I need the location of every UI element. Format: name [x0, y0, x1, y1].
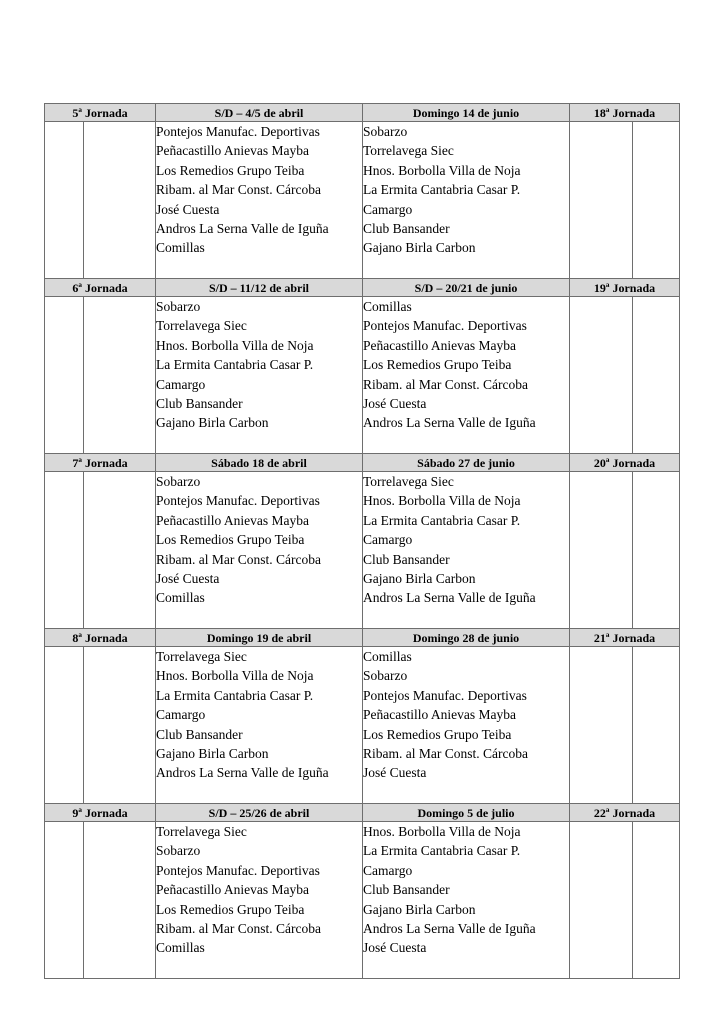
- right-date-header: Domingo 14 de junio: [363, 104, 570, 122]
- team-line: Comillas: [363, 299, 412, 314]
- team-line: Sobarzo: [363, 668, 408, 684]
- right-jornada-label: 22ª Jornada: [570, 804, 680, 822]
- jornada-header-row: [45, 629, 680, 647]
- schedule-table: [44, 103, 680, 979]
- team-line: Andros La Serna Valle de Iguña: [363, 590, 536, 606]
- team-line: La Ermita Cantabria Casar P.: [363, 182, 521, 198]
- team-line: Los Remedios Grupo Teiba: [156, 162, 305, 178]
- team-line: Torrelavega Siec: [363, 143, 454, 159]
- empty-cell: [570, 647, 633, 804]
- team-line: Andros La Serna Valle de Iguña: [363, 415, 536, 431]
- left-date-header: S/D – 11/12 de abril: [156, 279, 363, 297]
- jornada-body-row: [45, 647, 680, 804]
- team-line: Andros La Serna Valle de Iguña: [156, 221, 329, 237]
- team-line: José Cuesta: [156, 571, 220, 587]
- team-line: Ribam. al Mar Const. Cárcoba: [156, 551, 321, 567]
- team-line: Comillas: [156, 240, 205, 256]
- team-line: Comillas: [156, 940, 205, 956]
- empty-cell: [633, 472, 680, 629]
- team-line: Pontejos Manufac. Deportivas: [363, 687, 527, 703]
- right-team-list: [363, 472, 570, 629]
- team-line: Torrelavega Siec: [363, 474, 454, 489]
- team-line: Sobarzo: [156, 299, 201, 314]
- team-line: Ribam. al Mar Const. Cárcoba: [363, 746, 528, 762]
- team-line: Peñacastillo Anievas Mayba: [156, 512, 309, 528]
- jornada-header-row: [45, 104, 680, 122]
- empty-cell: [84, 297, 156, 454]
- left-team-list: [156, 647, 363, 804]
- left-team-list: [156, 122, 363, 279]
- team-line: Club Bansander: [363, 551, 450, 567]
- team-line: Ribam. al Mar Const. Cárcoba: [363, 376, 528, 392]
- team-line: Andros La Serna Valle de Iguña: [156, 765, 329, 781]
- jornada-body-row: [45, 297, 680, 454]
- empty-cell: [633, 297, 680, 454]
- left-date-header: Sábado 18 de abril: [156, 454, 363, 472]
- team-line: Hnos. Borbolla Villa de Noja: [363, 162, 521, 178]
- right-jornada-label: 19ª Jornada: [570, 279, 680, 297]
- team-line: José Cuesta: [156, 201, 220, 217]
- schedule-body: [45, 104, 680, 979]
- empty-cell: [84, 472, 156, 629]
- right-jornada-label: 20ª Jornada: [570, 454, 680, 472]
- team-line: Gajano Birla Carbon: [363, 901, 476, 917]
- team-line: José Cuesta: [363, 396, 427, 412]
- jornada-body-row: [45, 472, 680, 629]
- team-line: La Ermita Cantabria Casar P.: [156, 357, 314, 373]
- jornada-header-row: [45, 279, 680, 297]
- left-team-list: [156, 822, 363, 979]
- jornada-header-row: [45, 804, 680, 822]
- empty-cell: [570, 122, 633, 279]
- team-line: Sobarzo: [156, 843, 201, 859]
- team-line: La Ermita Cantabria Casar P.: [363, 512, 521, 528]
- left-date-header: S/D – 4/5 de abril: [156, 104, 363, 122]
- left-jornada-label: 8ª Jornada: [45, 629, 156, 647]
- team-line: Camargo: [156, 707, 206, 723]
- team-line: Gajano Birla Carbon: [156, 415, 269, 431]
- left-team-list: [156, 297, 363, 454]
- team-line: Gajano Birla Carbon: [363, 240, 476, 256]
- left-team-list: [156, 472, 363, 629]
- team-line: Los Remedios Grupo Teiba: [363, 357, 512, 373]
- right-team-list: [363, 297, 570, 454]
- team-line: Los Remedios Grupo Teiba: [363, 726, 512, 742]
- team-line: Comillas: [156, 590, 205, 606]
- jornada-body-row: [45, 122, 680, 279]
- left-date-header: Domingo 19 de abril: [156, 629, 363, 647]
- left-jornada-label: 9ª Jornada: [45, 804, 156, 822]
- team-line: Torrelavega Siec: [156, 824, 247, 839]
- team-line: Gajano Birla Carbon: [156, 746, 269, 762]
- team-line: Andros La Serna Valle de Iguña: [363, 921, 536, 937]
- team-line: Pontejos Manufac. Deportivas: [156, 493, 320, 509]
- team-line: Peñacastillo Anievas Mayba: [363, 337, 516, 353]
- team-line: Club Bansander: [156, 726, 243, 742]
- team-line: Camargo: [363, 862, 413, 878]
- team-line: Pontejos Manufac. Deportivas: [156, 862, 320, 878]
- team-line: Peñacastillo Anievas Mayba: [363, 707, 516, 723]
- team-line: Camargo: [156, 376, 206, 392]
- team-line: Camargo: [363, 532, 413, 548]
- empty-cell: [633, 122, 680, 279]
- team-line: Los Remedios Grupo Teiba: [156, 532, 305, 548]
- team-line: Pontejos Manufac. Deportivas: [156, 124, 320, 139]
- left-date-header: S/D – 25/26 de abril: [156, 804, 363, 822]
- empty-cell: [45, 122, 84, 279]
- team-line: José Cuesta: [363, 940, 427, 956]
- team-line: Camargo: [363, 201, 413, 217]
- empty-cell: [45, 297, 84, 454]
- empty-cell: [570, 822, 633, 979]
- team-line: Peñacastillo Anievas Mayba: [156, 882, 309, 898]
- left-jornada-label: 5ª Jornada: [45, 104, 156, 122]
- jornada-body-row: [45, 822, 680, 979]
- team-line: Peñacastillo Anievas Mayba: [156, 143, 309, 159]
- team-line: Gajano Birla Carbon: [363, 571, 476, 587]
- team-line: Hnos. Borbolla Villa de Noja: [156, 337, 314, 353]
- team-line: Los Remedios Grupo Teiba: [156, 901, 305, 917]
- team-line: Pontejos Manufac. Deportivas: [363, 318, 527, 334]
- right-team-list: [363, 822, 570, 979]
- right-date-header: Domingo 5 de julio: [363, 804, 570, 822]
- right-date-header: Domingo 28 de junio: [363, 629, 570, 647]
- empty-cell: [45, 647, 84, 804]
- left-jornada-label: 7ª Jornada: [45, 454, 156, 472]
- team-line: Ribam. al Mar Const. Cárcoba: [156, 921, 321, 937]
- team-line: Sobarzo: [156, 474, 201, 489]
- empty-cell: [84, 647, 156, 804]
- team-line: Club Bansander: [363, 221, 450, 237]
- empty-cell: [633, 647, 680, 804]
- right-team-list: [363, 122, 570, 279]
- right-team-list: [363, 647, 570, 804]
- team-line: Club Bansander: [156, 396, 243, 412]
- team-line: Torrelavega Siec: [156, 649, 247, 664]
- team-line: Club Bansander: [363, 882, 450, 898]
- right-date-header: Sábado 27 de junio: [363, 454, 570, 472]
- left-jornada-label: 6ª Jornada: [45, 279, 156, 297]
- team-line: Sobarzo: [363, 124, 408, 139]
- empty-cell: [633, 822, 680, 979]
- team-line: José Cuesta: [363, 765, 427, 781]
- team-line: Hnos. Borbolla Villa de Noja: [363, 824, 521, 839]
- team-line: La Ermita Cantabria Casar P.: [363, 843, 521, 859]
- empty-cell: [45, 822, 84, 979]
- empty-cell: [84, 822, 156, 979]
- team-line: Ribam. al Mar Const. Cárcoba: [156, 182, 321, 198]
- empty-cell: [84, 122, 156, 279]
- team-line: Torrelavega Siec: [156, 318, 247, 334]
- team-line: Hnos. Borbolla Villa de Noja: [363, 493, 521, 509]
- empty-cell: [570, 472, 633, 629]
- right-jornada-label: 21ª Jornada: [570, 629, 680, 647]
- empty-cell: [45, 472, 84, 629]
- jornada-header-row: [45, 454, 680, 472]
- right-date-header: S/D – 20/21 de junio: [363, 279, 570, 297]
- team-line: La Ermita Cantabria Casar P.: [156, 687, 314, 703]
- team-line: Comillas: [363, 649, 412, 664]
- empty-cell: [570, 297, 633, 454]
- right-jornada-label: 18ª Jornada: [570, 104, 680, 122]
- team-line: Hnos. Borbolla Villa de Noja: [156, 668, 314, 684]
